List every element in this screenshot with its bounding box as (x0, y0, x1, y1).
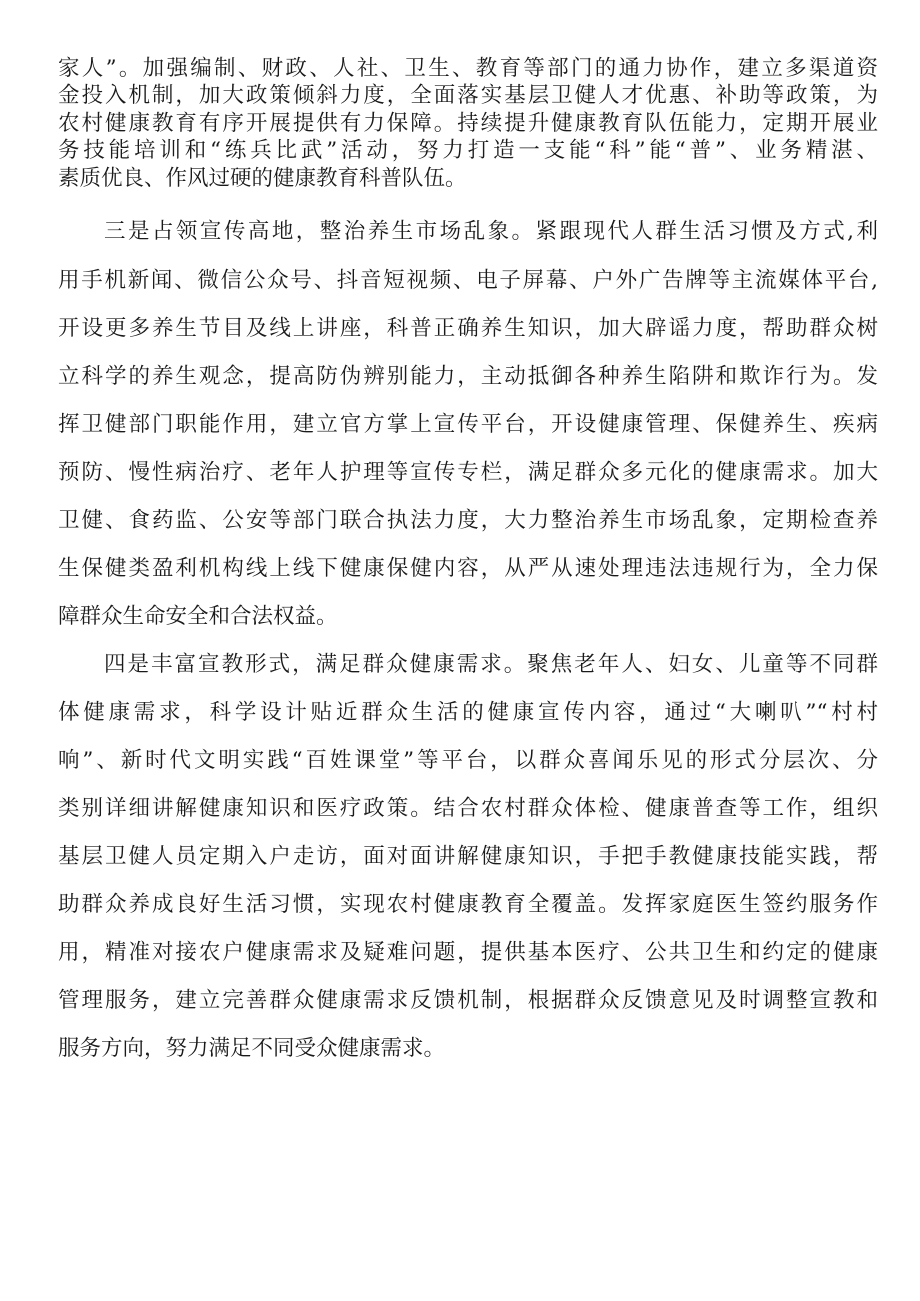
text-line: 三是占领宣传高地，整治养生市场乱象。紧跟现代人群生活习惯及方式,利 (104, 219, 878, 244)
text-line: 农村健康教育有序开展提供有力保障。持续提升健康教育队伍能力，定期开展业 (58, 111, 878, 136)
text-line: 服务方向，努力满足不同受众健康需求。 (58, 1036, 446, 1061)
text-line: 体健康需求，科学设计贴近群众生活的健康宣传内容，通过“大喇叭”“村村 (58, 700, 878, 725)
text-line: 务技能培训和“练兵比武”活动，努力打造一支能“科”能“普”、业务精湛、 (58, 138, 878, 163)
text-line: 立科学的养生观念，提高防伪辨别能力，主动抵御各种养生陷阱和欺诈行为。发 (58, 364, 878, 389)
text-line: 预防、慢性病治疗、老年人护理等宣传专栏，满足群众多元化的健康需求。加大 (58, 460, 878, 485)
text-line: 挥卫健部门职能作用，建立官方掌上宣传平台，开设健康管理、保健养生、疾病 (58, 412, 878, 437)
text-line: 生保健类盈利机构线上线下健康保健内容，从严从速处理违法违规行为，全力保 (58, 556, 878, 581)
text-line: 类别详细讲解健康知识和医疗政策。结合农村群众体检、健康普查等工作，组织 (58, 796, 878, 821)
text-line: 素质优良、作风过硬的健康教育科普队伍。 (58, 166, 467, 191)
text-line: 基层卫健人员定期入户走访，面对面讲解健康知识，手把手教健康技能实践，帮 (58, 844, 878, 869)
text-line: 管理服务，建立完善群众健康需求反馈机制，根据群众反馈意见及时调整宣教和 (58, 988, 878, 1013)
text-line: 卫健、食药监、公安等部门联合执法力度，大力整治养生市场乱象，定期检查养 (58, 508, 878, 533)
text-line: 助群众养成良好生活习惯，实现农村健康教育全覆盖。发挥家庭医生签约服务作 (58, 892, 878, 917)
text-line: 用，精准对接农户健康需求及疑难问题，提供基本医疗、公共卫生和约定的健康 (58, 940, 878, 965)
text-line: 障群众生命安全和合法权益。 (58, 604, 338, 629)
text-line: 金投入机制，加大政策倾斜力度，全面落实基层卫健人才优惠、补助等政策，为 (58, 83, 878, 108)
text-line: 四是丰富宣教形式，满足群众健康需求。聚焦老年人、妇女、儿童等不同群 (104, 652, 878, 677)
text-line: 开设更多养生节目及线上讲座，科普正确养生知识，加大辟谣力度，帮助群众树 (58, 316, 878, 341)
text-line: 响”、新时代文明实践“百姓课堂”等平台，以群众喜闻乐见的形式分层次、分 (58, 748, 878, 773)
text-line: 用手机新闻、微信公众号、抖音短视频、电子屏幕、户外广告牌等主流媒体平台, (58, 268, 878, 293)
text-line: 家人”。加强编制、财政、人社、卫生、教育等部门的通力协作，建立多渠道资 (58, 56, 878, 81)
